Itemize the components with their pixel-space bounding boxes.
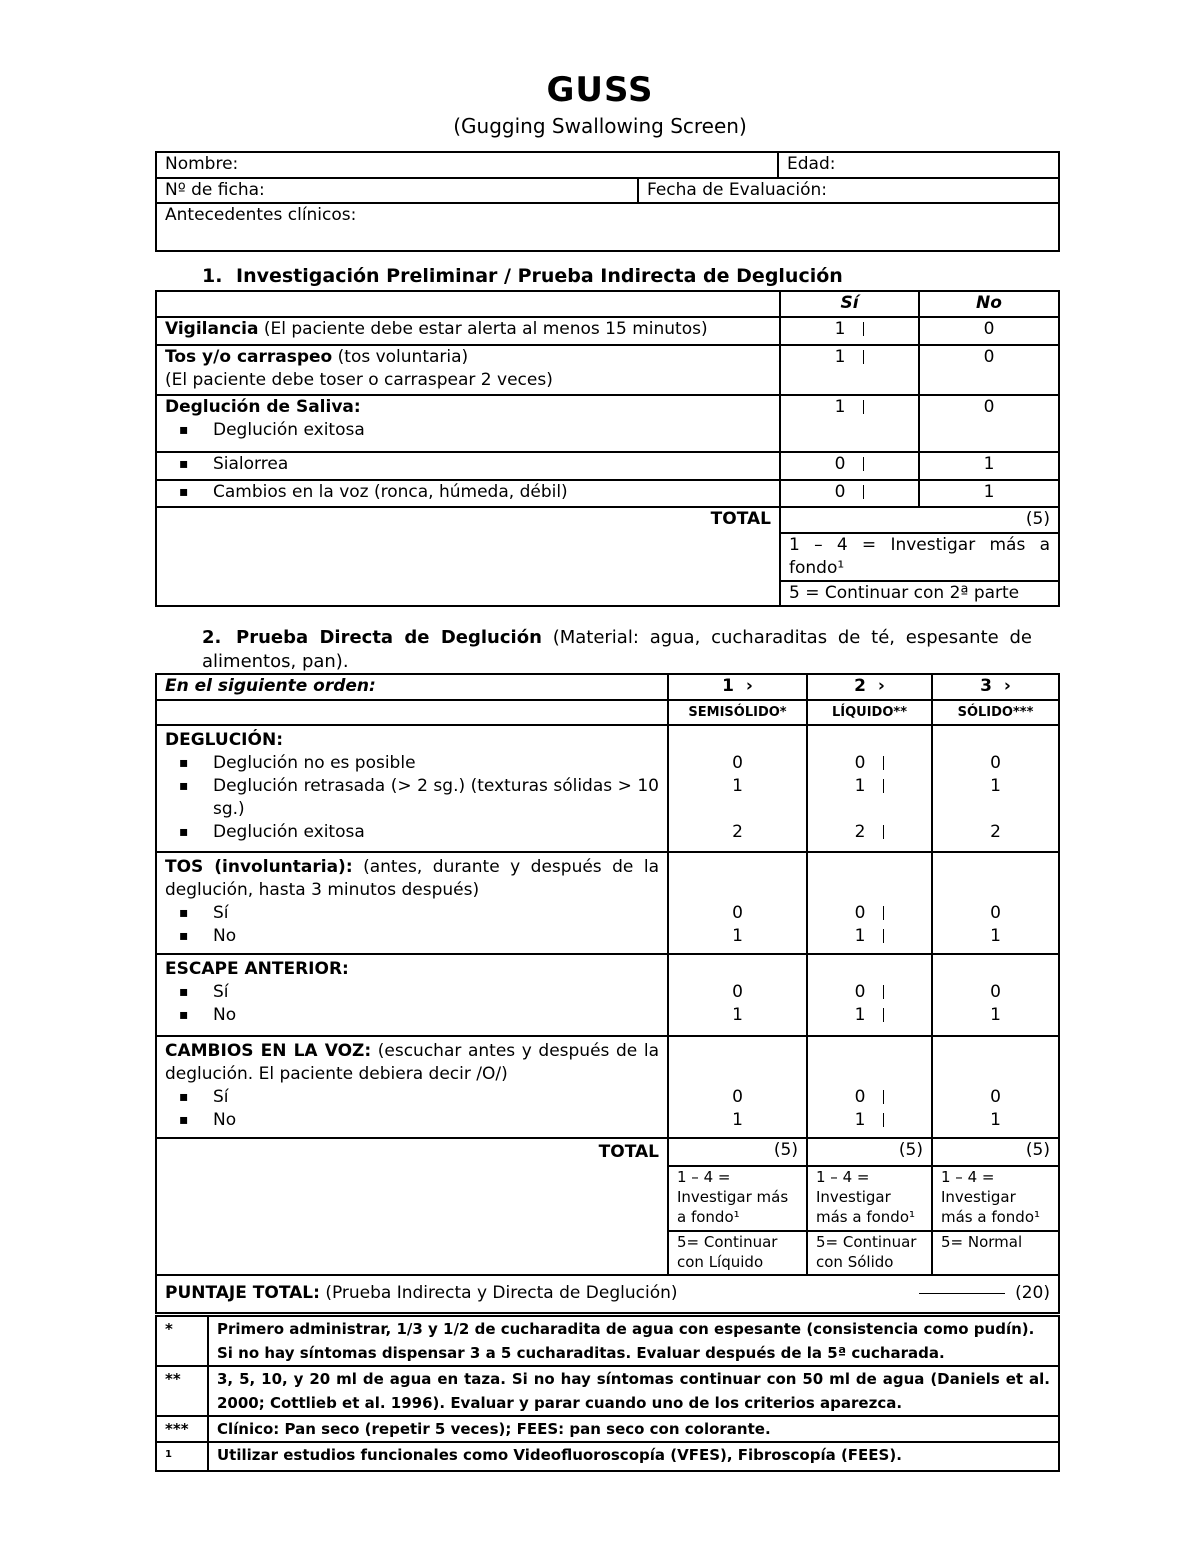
footnote-text: Clínico: Pan seco (repetir 5 veces); FEES: pan seco con colorante. bbox=[208, 1416, 1059, 1442]
vigilancia-row bbox=[156, 317, 780, 345]
puntaje-total-row bbox=[156, 1275, 1059, 1313]
saliva-item1: ▪ Deglución exitosa bbox=[213, 419, 771, 442]
page-title: GUSS bbox=[546, 70, 654, 110]
section1-number: 1. bbox=[202, 265, 223, 287]
deglucion-col3[interactable]: 0 1 2 bbox=[932, 725, 1059, 852]
saliva-item3-si[interactable]: 0 bbox=[780, 480, 919, 507]
footnote-mark: *** bbox=[156, 1416, 208, 1442]
page-subtitle: (Gugging Swallowing Screen) bbox=[453, 114, 747, 138]
section2-total-col2[interactable]: (5) bbox=[807, 1138, 932, 1166]
escape-item: ▪ Sí bbox=[213, 981, 659, 1004]
edad-field[interactable]: Edad: bbox=[778, 152, 1059, 178]
section1-title: Investigación Preliminar / Prueba Indirecta de Deglución bbox=[236, 265, 843, 287]
section1-heading bbox=[202, 265, 843, 287]
deglucion-col2[interactable]: 0 1 2 bbox=[807, 725, 932, 852]
col2-num: 2 › bbox=[807, 674, 932, 700]
footnote-mark: 1 bbox=[156, 1442, 208, 1471]
deglucion-item: ▪ Deglución exitosa bbox=[213, 821, 659, 844]
tos-text2: (El paciente debe toser o carraspear 2 veces) bbox=[165, 370, 553, 390]
vigilancia-no[interactable]: 0 bbox=[919, 317, 1059, 345]
vigilancia-si[interactable]: 1 bbox=[780, 317, 919, 345]
voz-col3[interactable]: 0 1 bbox=[932, 1036, 1059, 1138]
tos2-item: ▪ No bbox=[213, 925, 659, 948]
tos2-col1[interactable]: 0 1 bbox=[668, 852, 807, 954]
tos-no[interactable]: 0 bbox=[919, 345, 1059, 395]
patient-info-table bbox=[155, 151, 1060, 252]
tos2-item: ▪ Sí bbox=[213, 902, 659, 925]
tos-row bbox=[156, 345, 780, 395]
footnote-text: 3, 5, 10, y 20 ml de agua en taza. Si no hay síntomas continuar con 50 ml de agua (Daniels et al. 2000; Cottlieb et al. 1996). Evaluar y parar cuando uno de los criterios aparezca. bbox=[208, 1366, 1059, 1416]
voz-col1[interactable]: 0 1 bbox=[668, 1036, 807, 1138]
section2-res-b-col2: 5= Continuar con Sólido bbox=[807, 1231, 932, 1275]
deglucion-label: DEGLUCIÓN: bbox=[165, 730, 283, 750]
col2-name: LÍQUIDO** bbox=[807, 700, 932, 725]
section2-total-label: TOTAL bbox=[156, 1138, 668, 1275]
nombre-field[interactable]: Nombre: bbox=[156, 152, 778, 178]
sialorrea-row bbox=[156, 452, 780, 480]
col-si-header: Sí bbox=[780, 291, 919, 317]
tos-cell bbox=[156, 852, 668, 954]
voz-cell bbox=[156, 1036, 668, 1138]
escape-item: ▪ No bbox=[213, 1004, 659, 1027]
tos-label: Tos y/o carraspeo bbox=[165, 347, 333, 367]
section2-heading bbox=[202, 626, 1032, 674]
footnote-text: Primero administrar, 1/3 y 1/2 de cucharadita de agua con espesante (consistencia como pudín). Si no hay síntomas dispensar 3 a 5 cucharaditas. Evaluar después de la 5ª cucharada. bbox=[208, 1316, 1059, 1366]
vigilancia-label: Vigilancia bbox=[165, 319, 259, 339]
saliva-item3: ▪ Cambios en la voz (ronca, húmeda, débil) bbox=[213, 481, 771, 504]
voz-item: ▪ Sí bbox=[213, 1086, 659, 1109]
footnotes-table bbox=[155, 1315, 1060, 1472]
col-no-header: No bbox=[919, 291, 1059, 317]
section1-result2: 5 = Continuar con 2ª parte bbox=[780, 581, 1059, 606]
vigilancia-text: (El paciente debe estar alerta al menos 15 minutos) bbox=[263, 319, 708, 339]
footnote-text: Utilizar estudios funcionales como Videofluoroscopía (VFES), Fibroscopía (FEES). bbox=[208, 1442, 1059, 1471]
escape-col2[interactable]: 0 1 bbox=[807, 954, 932, 1036]
puntaje-label: PUNTAJE TOTAL: bbox=[165, 1283, 320, 1303]
section1-total-value[interactable]: (5) bbox=[780, 507, 1059, 533]
saliva-item2-si[interactable]: 0 bbox=[780, 452, 919, 480]
fecha-field[interactable]: Fecha de Evaluación: bbox=[638, 178, 1059, 203]
section2-number: 2. bbox=[202, 627, 222, 648]
tos-text: (tos voluntaria) bbox=[337, 347, 469, 367]
puntaje-text: (Prueba Indirecta y Directa de Deglución) bbox=[325, 1283, 678, 1303]
deglucion-item: ▪ Deglución retrasada (> 2 sg.) (texturas sólidas > 10 sg.) bbox=[213, 775, 659, 821]
tos2-label: TOS (involuntaria): bbox=[165, 857, 353, 877]
section1-table bbox=[155, 290, 1060, 607]
footnote-mark: ** bbox=[156, 1366, 208, 1416]
puntaje-score[interactable]: (20) bbox=[919, 1282, 1050, 1305]
voz-text: (escuchar antes y después de la deglución. El paciente debiera decir /O/) bbox=[165, 1041, 659, 1084]
saliva-item1-no[interactable]: 0 bbox=[919, 395, 1059, 452]
deglucion-cell bbox=[156, 725, 668, 852]
escape-col3[interactable]: 0 1 bbox=[932, 954, 1059, 1036]
tos2-col2[interactable]: 0 1 bbox=[807, 852, 932, 954]
saliva-row bbox=[156, 395, 780, 452]
escape-cell bbox=[156, 954, 668, 1036]
tos2-text: (antes, durante y después de la deglución, hasta 3 minutos después) bbox=[165, 857, 659, 900]
section2-res-b-col1: 5= Continuar con Líquido bbox=[668, 1231, 807, 1275]
saliva-item2-no[interactable]: 1 bbox=[919, 452, 1059, 480]
escape-label: ESCAPE ANTERIOR: bbox=[165, 959, 349, 979]
footnote-mark: * bbox=[156, 1316, 208, 1366]
order-label: En el siguiente orden: bbox=[156, 674, 668, 700]
col-names-blank bbox=[156, 700, 668, 725]
saliva-item3-no[interactable]: 1 bbox=[919, 480, 1059, 507]
section1-header-blank bbox=[156, 291, 780, 317]
voz-col2[interactable]: 0 1 bbox=[807, 1036, 932, 1138]
col1-name: SEMISÓLIDO* bbox=[668, 700, 807, 725]
section2-res-a-col2: 1 – 4 = Investigar más a fondo¹ bbox=[807, 1166, 932, 1231]
col3-name: SÓLIDO*** bbox=[932, 700, 1059, 725]
section2-table bbox=[155, 673, 1060, 1314]
escape-col1[interactable]: 0 1 bbox=[668, 954, 807, 1036]
voz-label: CAMBIOS EN LA VOZ: bbox=[165, 1041, 372, 1061]
section1-total-label: TOTAL bbox=[156, 507, 780, 606]
tos2-col3[interactable]: 0 1 bbox=[932, 852, 1059, 954]
section2-total-col3[interactable]: (5) bbox=[932, 1138, 1059, 1166]
col1-num: 1 › bbox=[668, 674, 807, 700]
section2-res-b-col3: 5= Normal bbox=[932, 1231, 1059, 1275]
saliva-item2: ▪ Sialorrea bbox=[213, 453, 771, 476]
voz-item: ▪ No bbox=[213, 1109, 659, 1132]
saliva-label: Deglución de Saliva: bbox=[165, 397, 361, 417]
section2-total-col1[interactable]: (5) bbox=[668, 1138, 807, 1166]
tos-si[interactable]: 1 bbox=[780, 345, 919, 395]
section2-title: Prueba Directa de Deglución bbox=[236, 627, 542, 648]
saliva-item1-si[interactable]: 1 bbox=[780, 395, 919, 452]
deglucion-item: ▪ Deglución no es posible bbox=[213, 752, 659, 775]
section2-res-a-col3: 1 – 4 = Investigar más a fondo¹ bbox=[932, 1166, 1059, 1231]
antecedentes-field[interactable]: Antecedentes clínicos: bbox=[156, 203, 1059, 251]
deglucion-col1[interactable]: 0 1 2 bbox=[668, 725, 807, 852]
col3-num: 3 › bbox=[932, 674, 1059, 700]
section2-res-a-col1: 1 – 4 = Investigar más a fondo¹ bbox=[668, 1166, 807, 1231]
ficha-field[interactable]: Nº de ficha: bbox=[156, 178, 638, 203]
voz-row bbox=[156, 480, 780, 507]
section1-result1: 1 – 4 = Investigar más a fondo¹ bbox=[780, 533, 1059, 581]
section2-subtitle: (Material: agua, cucharaditas de té, espesante de alimentos, pan). bbox=[202, 627, 1032, 672]
